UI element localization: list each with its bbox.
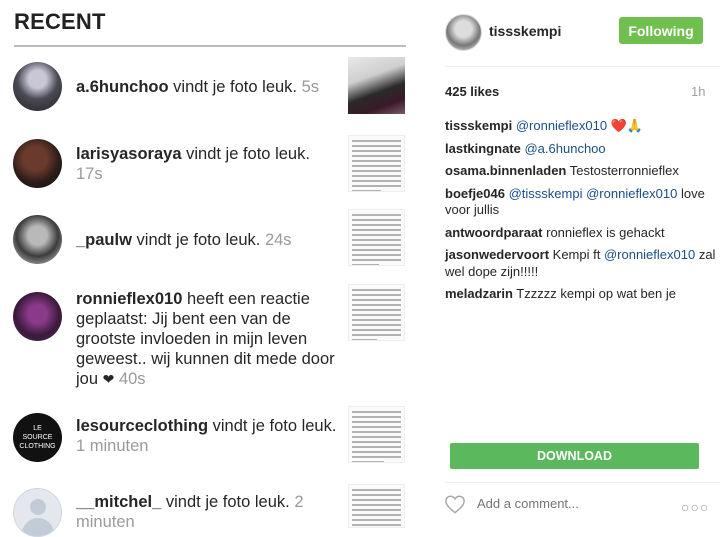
avatar[interactable]: [13, 413, 62, 462]
avatar[interactable]: [13, 139, 62, 188]
activity-text: [76, 144, 338, 184]
activity-message: vindt je foto leuk.: [161, 493, 290, 511]
activity-message: vindt je foto leuk.: [208, 417, 337, 435]
activity-time: 2 minuten: [76, 493, 304, 531]
activity-item[interactable]: [0, 56, 420, 116]
activity-item[interactable]: [0, 405, 420, 465]
avatar-logo-text: CLOTHING: [19, 443, 56, 450]
avatar-logo-text: SOURCE: [22, 434, 53, 441]
comment-mention[interactable]: @tissskempi: [508, 185, 583, 201]
activity-username[interactable]: __mitchel_: [76, 493, 162, 511]
activity-username[interactable]: larisyasoraya: [76, 145, 182, 163]
recent-title: RECENT: [14, 9, 106, 34]
activity-message: vindt je foto leuk.: [168, 78, 298, 96]
activity-message: heeft een reactie geplaatst: Jij bent een van de grootste invloeden in mijn leven geweest.. wij kunnen dit mede door jou: [76, 290, 335, 388]
post-thumbnail[interactable]: [348, 406, 405, 463]
add-comment-input[interactable]: [477, 496, 657, 511]
comment-text: Kempi ft: [549, 247, 604, 262]
comment-mention[interactable]: @ronnieflex010: [586, 185, 678, 201]
comment-text: zal wel dope zijn!!!!!: [445, 247, 716, 279]
comment-username[interactable]: meladzarin: [445, 286, 513, 301]
heart-icon: ❤: [102, 371, 115, 387]
divider: [445, 482, 720, 483]
comment: [445, 225, 717, 242]
comment: [445, 163, 717, 180]
heart-emoji-icon: ❤️: [610, 118, 627, 133]
activity-time: 24s: [264, 231, 292, 249]
activity-item[interactable]: [0, 133, 420, 193]
activity-username[interactable]: lesourceclothing: [76, 417, 209, 435]
avatar-logo-text: LE: [33, 425, 42, 432]
divider: [445, 66, 720, 67]
post-thumbnail[interactable]: [348, 209, 405, 266]
comment-username[interactable]: osama.binnenladen: [445, 163, 567, 178]
comment: [445, 286, 717, 303]
comment: [445, 247, 717, 280]
likes-count[interactable]: 425 likes: [445, 84, 500, 99]
comment-mention[interactable]: @ronnieflex010: [515, 118, 608, 133]
post-thumbnail[interactable]: [348, 284, 405, 341]
owner-username[interactable]: tissskempi: [489, 23, 562, 39]
default-avatar-head: [30, 499, 46, 515]
avatar[interactable]: [13, 292, 62, 341]
activity-text: [76, 416, 338, 456]
comment-username[interactable]: tissskempi: [445, 118, 513, 133]
activity-time: 1 minuten: [76, 437, 149, 455]
activity-text: [76, 230, 338, 250]
activity-item[interactable]: [0, 208, 420, 268]
activity-item[interactable]: [0, 482, 420, 531]
activity-text: [76, 289, 338, 389]
comment: [445, 141, 717, 158]
activity-time: 17s: [76, 165, 103, 183]
post-age: 1h: [691, 84, 706, 99]
avatar[interactable]: [13, 62, 62, 111]
heart-outline-icon[interactable]: [444, 494, 466, 514]
comment: [445, 186, 717, 219]
comment-username[interactable]: antwoordparaat: [445, 224, 543, 240]
activity-username[interactable]: _paulw: [76, 231, 132, 249]
post-thumbnail[interactable]: [348, 484, 405, 528]
comment-username[interactable]: lastkingnate: [445, 140, 521, 156]
comment-mention[interactable]: @ronnieflex010: [603, 247, 696, 262]
activity-item[interactable]: [0, 284, 420, 394]
activity-time: 40s: [118, 370, 146, 388]
activity-message: vindt je foto leuk.: [131, 231, 261, 249]
activity-text: [76, 492, 338, 532]
post-panel: [430, 0, 720, 528]
comment-username[interactable]: jasonwedervoort: [445, 247, 550, 262]
activity-username[interactable]: ronnieflex010: [76, 290, 183, 308]
comment: [445, 118, 717, 135]
comment-text: love voor jullis: [445, 185, 705, 217]
activity-text: [76, 77, 338, 97]
activity-username[interactable]: a.6hunchoo: [76, 78, 169, 96]
comment-mention[interactable]: @a.6hunchoo: [524, 140, 606, 156]
download-button[interactable]: DOWNLOAD: [450, 443, 699, 469]
avatar[interactable]: [13, 488, 62, 537]
owner-avatar[interactable]: [445, 14, 482, 51]
praying-hands-emoji-icon: 🙏: [626, 118, 644, 133]
comment-text: Testosterronnieflex: [566, 163, 679, 178]
post-thumbnail[interactable]: [348, 57, 405, 114]
comment-username[interactable]: boefje046: [445, 185, 505, 201]
comment-text: ronnieflex is gehackt: [542, 224, 665, 240]
activity-time: 5s: [301, 78, 320, 96]
post-thumbnail[interactable]: [348, 135, 405, 192]
comments-list: [445, 118, 717, 309]
divider: [14, 45, 406, 47]
activity-message: vindt je foto leuk.: [181, 145, 310, 163]
following-button[interactable]: Following: [619, 17, 703, 44]
more-options-icon[interactable]: ○○○: [681, 499, 710, 515]
avatar[interactable]: [13, 215, 62, 264]
comment-text: Tzzzzz kempi op wat ben je: [512, 286, 676, 301]
